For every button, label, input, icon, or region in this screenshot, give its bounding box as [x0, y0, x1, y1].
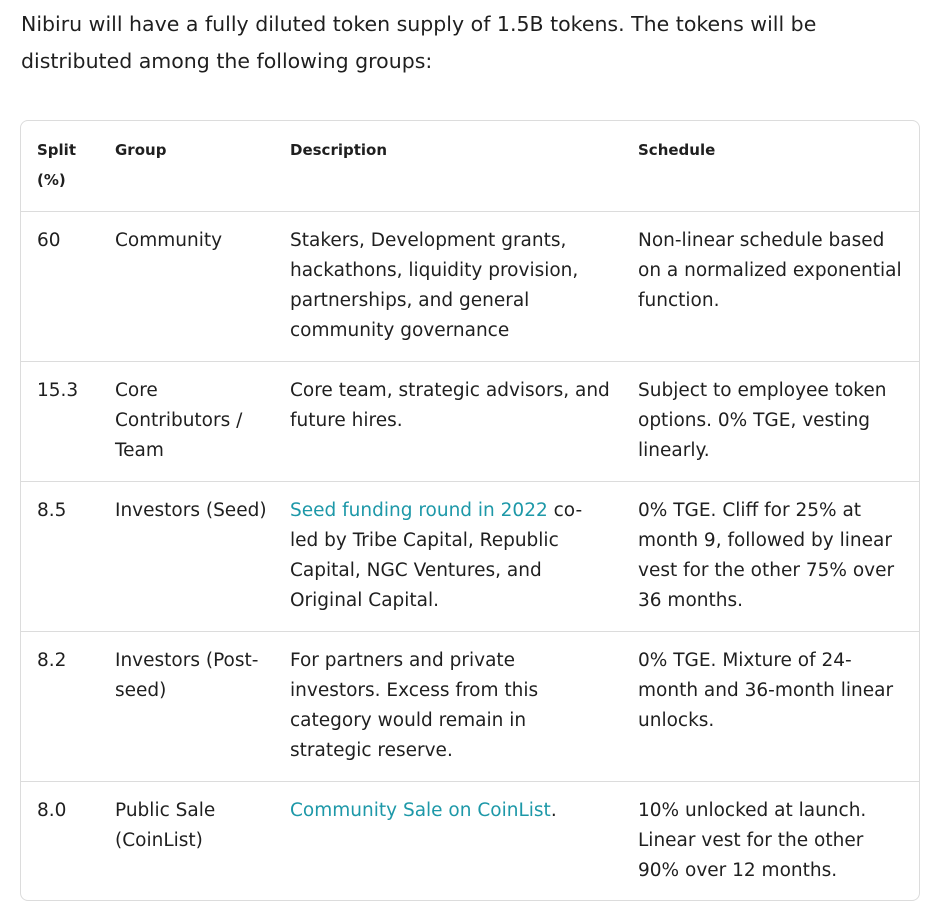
table-row [21, 782, 919, 902]
description-cell [274, 362, 622, 482]
schedule-cell: 0% TGE. Cliff for 25% at month 9, followed by linear vest for the other 75% over 36 months. [638, 500, 895, 611]
table-row [21, 482, 919, 632]
split-cell: 15.3 [37, 380, 79, 401]
token-distribution-table [20, 120, 920, 901]
split-cell: 60 [37, 230, 61, 251]
description-cell [274, 782, 622, 902]
coinlist-sale-link[interactable]: Community Sale on CoinList [290, 800, 551, 821]
schedule-cell: 0% TGE. Mixture of 24-month and 36-month linear unlocks. [638, 650, 894, 731]
description-text: Stakers, Development grants, hackathons, liquidity provision, partnerships, and general community governance [290, 230, 579, 341]
description-text: Core team, strategic advisors, and future hires. [290, 380, 610, 431]
table-row [21, 212, 919, 362]
table-row [21, 362, 919, 482]
header-group: Group [115, 141, 167, 159]
header-description: Description [290, 141, 388, 159]
group-cell: Community [115, 230, 223, 251]
seed-funding-link[interactable]: Seed funding round in 2022 [290, 500, 548, 521]
description-cell [274, 482, 622, 632]
split-cell: 8.2 [37, 650, 67, 671]
description-cell [274, 632, 622, 782]
schedule-cell: 10% unlocked at launch. Linear vest for the other 90% over 12 months. [638, 800, 867, 881]
description-cell [274, 212, 622, 362]
group-cell: Core Contributors / Team [115, 380, 243, 461]
table-header-row [21, 121, 919, 212]
description-text: . [550, 800, 557, 821]
split-cell: 8.0 [37, 800, 67, 821]
header-schedule: Schedule [638, 141, 716, 159]
header-split: Split (%) [37, 141, 76, 189]
group-cell: Investors (Seed) [115, 500, 267, 521]
group-cell: Investors (Post-seed) [115, 650, 259, 701]
schedule-cell: Subject to employee token options. 0% TGE, vesting linearly. [638, 380, 887, 461]
table-row [21, 632, 919, 782]
split-cell: 8.5 [37, 500, 67, 521]
description-text: co-led by Tribe Capital, Republic Capital, NGC Ventures, and Original Capital. [290, 500, 583, 611]
schedule-cell: Non-linear schedule based on a normalized exponential function. [638, 230, 902, 311]
intro-paragraph: Nibiru will have a fully diluted token supply of 1.5B tokens. The tokens will be distributed among the following groups: [21, 12, 817, 73]
group-cell: Public Sale (CoinList) [115, 800, 216, 851]
description-text: For partners and private investors. Excess from this category would remain in strategic reserve. [290, 650, 539, 761]
